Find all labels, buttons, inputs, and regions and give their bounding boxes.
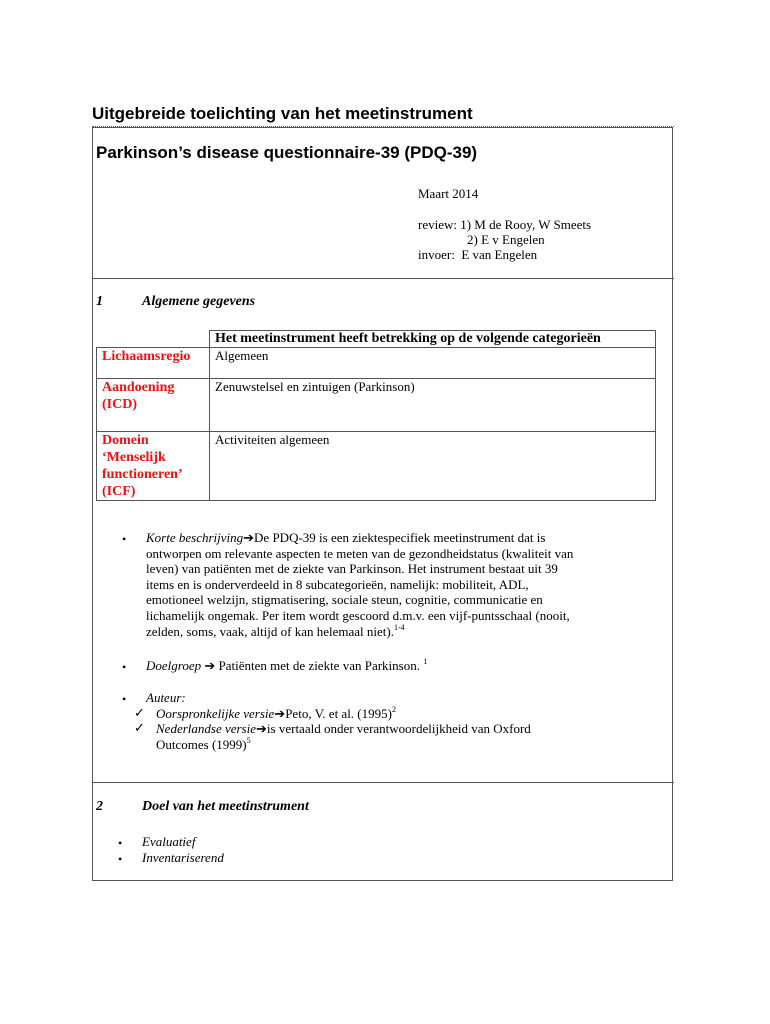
bullet-icon: • (118, 852, 123, 866)
meta-invoer: invoer: E van Engelen (418, 247, 538, 262)
korte-line (146, 624, 646, 640)
category-table (96, 330, 656, 501)
label-line: ‘Menselijk (102, 450, 166, 465)
row-value-lichaamsregio: Algemeen (210, 348, 656, 379)
doel-item: Evaluatief (142, 834, 196, 849)
section-1-title: Algemene gegevens (142, 294, 256, 309)
label-line: functioneren’ (102, 467, 183, 482)
reference: 1-4 (394, 622, 405, 632)
korte-line (146, 530, 646, 546)
section-divider (92, 782, 674, 783)
row-label-aandoening (97, 379, 210, 432)
doelgroep-label: Doelgroep (146, 658, 202, 673)
row-value-domein: Activiteiten algemeen (210, 432, 656, 501)
arrow-icon: ➔ (204, 658, 216, 673)
meta-review-1: review: 1) M de Rooy, W Smeets (418, 217, 592, 232)
doel-item: Inventariserend (142, 850, 224, 865)
nl-line (156, 737, 636, 753)
label-line: Lichaamsregio (102, 349, 191, 364)
table-row (97, 379, 656, 432)
table-row (97, 348, 656, 379)
arrow-icon: ➔ (274, 706, 286, 721)
label-line: (ICF) (102, 484, 136, 499)
content-frame (92, 127, 673, 881)
meta-date: Maart 2014 (418, 186, 479, 201)
arrow-icon: ➔ (256, 721, 267, 736)
nl-text-2: Outcomes (1999) (156, 736, 247, 752)
bullet-icon: • (122, 660, 127, 674)
label-line: Aandoening (102, 380, 175, 395)
auteur-label: Auteur: (146, 690, 186, 705)
checkmark-icon: ✓ (134, 720, 145, 735)
korte-beschrijving (146, 530, 646, 639)
bullet-icon: • (118, 836, 123, 850)
doelgroep-text: Patiënten met de ziekte van Parkinson. (218, 658, 420, 673)
nl-label: Nederlandse versie (156, 721, 257, 736)
korte-line: lichamelijk ongemak. Per item wordt gescoord d.m.v. een vijf-puntsschaal (nooit, (146, 607, 570, 623)
instrument-title: Parkinson’s disease questionnaire-39 (PDQ-39) (96, 143, 478, 162)
table-row (97, 432, 656, 501)
korte-label: Korte beschrijving (146, 530, 244, 545)
arrow-icon: ➔ (243, 530, 255, 545)
row-value-aandoening: Zenuwstelsel en zintuigen (Parkinson) (210, 379, 656, 432)
korte-text-last: zelden, soms, vaak, altijd of kan helemaal niet). (146, 623, 394, 639)
korte-line: leven) van patiënten met de ziekte van Parkinson. Het instrument bestaat uit 39 (146, 561, 558, 577)
korte-line: ontworpen om relevante aspecten te meten van de gezondheidstatus (kwaliteit van (146, 545, 574, 561)
orig-text: Peto, V. et al. (1995) (285, 706, 392, 721)
label-line: Domein (102, 433, 149, 448)
auteur-oorspronkelijk (156, 706, 636, 722)
reference: 5 (246, 735, 251, 745)
korte-text: De PDQ-39 is een ziektespecifiek meetinstrument dat is (254, 530, 546, 545)
section-2-title: Doel van het meetinstrument (142, 799, 309, 814)
table-header-row (97, 331, 656, 348)
label-line: (ICD) (102, 397, 137, 412)
nl-text: is vertaald onder verantwoordelijkheid van Oxford (266, 721, 531, 736)
bullet-icon: • (122, 532, 127, 546)
table-header: Het meetinstrument heeft betrekking op de volgende categorieën (210, 331, 656, 348)
header-divider (92, 278, 674, 279)
section-1-number: 1 (96, 294, 103, 309)
auteur-nederlands (156, 721, 636, 752)
korte-line: items en is onderverdeeld in 8 subcategorieën, namelijk: mobiliteit, ADL, (146, 576, 529, 592)
document-title: Uitgebreide toelichting van het meetinstrument (92, 104, 473, 123)
row-label-lichaamsregio (97, 348, 210, 379)
bullet-icon: • (122, 692, 127, 706)
meta-review-2: 2) E v Engelen (467, 232, 545, 247)
korte-line: emotioneel welzijn, stigmatisering, sociale steun, cognitie, communicatie en (146, 592, 543, 608)
section-2-number: 2 (96, 799, 103, 814)
row-label-domein (97, 432, 210, 501)
checkmark-icon: ✓ (134, 705, 145, 720)
doelgroep (146, 658, 646, 674)
reference: 2 (391, 705, 396, 714)
orig-label: Oorspronkelijke versie (156, 706, 275, 721)
reference: 1 (423, 657, 428, 666)
nl-line (156, 721, 636, 737)
